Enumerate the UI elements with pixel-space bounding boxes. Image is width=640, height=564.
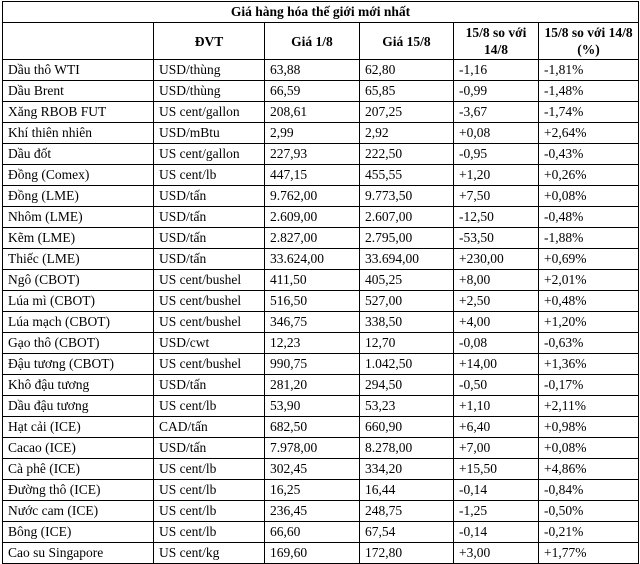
cell-commodity: Dầu thô WTI (3, 60, 154, 81)
cell-commodity: Ngô (CBOT) (3, 270, 154, 291)
cell-unit: US cent/gallon (154, 144, 265, 165)
cell-unit: US cent/lb (154, 165, 265, 186)
table-row (3, 207, 639, 228)
cell-unit: US cent/bushel (154, 354, 265, 375)
cell-change-percent: -0,21% (539, 522, 639, 543)
cell-commodity: Khô đậu tương (3, 375, 154, 396)
cell-price-1-8: 9.762,00 (265, 186, 360, 207)
cell-unit: USD/tấn (154, 249, 265, 270)
table-row (3, 270, 639, 291)
header-price-15-8: Giá 15/8 (360, 23, 454, 60)
cell-commodity: Nước cam (ICE) (3, 501, 154, 522)
cell-commodity: Cà phê (ICE) (3, 459, 154, 480)
header-price-1-8: Giá 1/8 (265, 23, 360, 60)
cell-price-1-8: 169,60 (265, 543, 360, 564)
cell-unit: USD/tấn (154, 228, 265, 249)
cell-change-percent: -1,88% (539, 228, 639, 249)
cell-price-15-8: 207,25 (360, 102, 454, 123)
cell-price-15-8: 172,80 (360, 543, 454, 564)
cell-change-percent: -0,43% (539, 144, 639, 165)
cell-unit: US cent/lb (154, 459, 265, 480)
cell-price-15-8: 62,80 (360, 60, 454, 81)
cell-change: +14,00 (454, 354, 539, 375)
cell-unit: CAD/tấn (154, 417, 265, 438)
cell-price-1-8: 208,61 (265, 102, 360, 123)
commodity-price-table (2, 1, 639, 564)
cell-change: +7,50 (454, 186, 539, 207)
cell-price-1-8: 63,88 (265, 60, 360, 81)
cell-change: -1,25 (454, 501, 539, 522)
cell-unit: USD/thùng (154, 60, 265, 81)
table-row (3, 60, 639, 81)
cell-commodity: Đồng (Comex) (3, 165, 154, 186)
cell-change-percent: +4,86% (539, 459, 639, 480)
cell-change: +1,20 (454, 165, 539, 186)
cell-price-1-8: 2.827,00 (265, 228, 360, 249)
cell-price-1-8: 53,90 (265, 396, 360, 417)
cell-price-1-8: 7.978,00 (265, 438, 360, 459)
cell-change: +8,00 (454, 270, 539, 291)
table-row (3, 102, 639, 123)
cell-price-15-8: 527,00 (360, 291, 454, 312)
cell-commodity: Khí thiên nhiên (3, 123, 154, 144)
cell-change-percent: -0,63% (539, 333, 639, 354)
table-row (3, 81, 639, 102)
table-row (3, 543, 639, 564)
cell-unit: US cent/bushel (154, 291, 265, 312)
table-row (3, 459, 639, 480)
cell-price-1-8: 12,23 (265, 333, 360, 354)
cell-change-percent: +1,20% (539, 312, 639, 333)
cell-change-percent: +1,77% (539, 543, 639, 564)
cell-price-1-8: 16,25 (265, 480, 360, 501)
cell-change-percent: -0,84% (539, 480, 639, 501)
cell-price-1-8: 447,15 (265, 165, 360, 186)
cell-price-15-8: 65,85 (360, 81, 454, 102)
cell-price-1-8: 281,20 (265, 375, 360, 396)
cell-price-15-8: 1.042,50 (360, 354, 454, 375)
cell-price-15-8: 2,92 (360, 123, 454, 144)
cell-change: -12,50 (454, 207, 539, 228)
header-commodity (3, 23, 154, 60)
cell-price-1-8: 302,45 (265, 459, 360, 480)
cell-change: +4,00 (454, 312, 539, 333)
cell-price-1-8: 66,60 (265, 522, 360, 543)
cell-change: +6,40 (454, 417, 539, 438)
cell-unit: US cent/bushel (154, 312, 265, 333)
table-row (3, 354, 639, 375)
cell-unit: USD/mBtu (154, 123, 265, 144)
cell-commodity: Dầu đậu tương (3, 396, 154, 417)
cell-unit: US cent/lb (154, 522, 265, 543)
cell-price-1-8: 236,45 (265, 501, 360, 522)
table-row (3, 144, 639, 165)
cell-price-1-8: 411,50 (265, 270, 360, 291)
header-change-percent: 15/8 so với 14/8 (%) (539, 23, 639, 60)
cell-change: +7,00 (454, 438, 539, 459)
table-row (3, 249, 639, 270)
cell-commodity: Đồng (LME) (3, 186, 154, 207)
table-row (3, 291, 639, 312)
cell-unit: USD/tấn (154, 375, 265, 396)
cell-change-percent: +2,64% (539, 123, 639, 144)
cell-price-1-8: 346,75 (265, 312, 360, 333)
table-row (3, 522, 639, 543)
cell-change: -3,67 (454, 102, 539, 123)
cell-commodity: Lúa mì (CBOT) (3, 291, 154, 312)
cell-change: -0,50 (454, 375, 539, 396)
cell-unit: USD/cwt (154, 333, 265, 354)
cell-change-percent: -0,48% (539, 207, 639, 228)
cell-change: +2,50 (454, 291, 539, 312)
cell-unit: USD/tấn (154, 438, 265, 459)
cell-price-15-8: 334,20 (360, 459, 454, 480)
cell-price-15-8: 222,50 (360, 144, 454, 165)
cell-unit: USD/tấn (154, 186, 265, 207)
cell-commodity: Dầu Brent (3, 81, 154, 102)
cell-price-15-8: 53,23 (360, 396, 454, 417)
cell-commodity: Cao su Singapore (3, 543, 154, 564)
cell-price-15-8: 12,70 (360, 333, 454, 354)
cell-change-percent: -0,17% (539, 375, 639, 396)
header-change: 15/8 so với 14/8 (454, 23, 539, 60)
cell-change: -0,99 (454, 81, 539, 102)
cell-price-1-8: 2,99 (265, 123, 360, 144)
cell-price-15-8: 9.773,50 (360, 186, 454, 207)
cell-price-1-8: 33.624,00 (265, 249, 360, 270)
cell-price-15-8: 8.278,00 (360, 438, 454, 459)
cell-unit: US cent/kg (154, 543, 265, 564)
cell-change: -0,08 (454, 333, 539, 354)
cell-change-percent: +0,26% (539, 165, 639, 186)
cell-change: +1,10 (454, 396, 539, 417)
cell-change-percent: -1,81% (539, 60, 639, 81)
table-header-row (3, 23, 639, 60)
cell-change-percent: +1,36% (539, 354, 639, 375)
cell-change-percent: +2,11% (539, 396, 639, 417)
cell-change: +3,00 (454, 543, 539, 564)
cell-change-percent: +0,08% (539, 186, 639, 207)
table-row (3, 165, 639, 186)
cell-change: -1,16 (454, 60, 539, 81)
cell-change-percent: +2,01% (539, 270, 639, 291)
table-row (3, 312, 639, 333)
table-row (3, 333, 639, 354)
cell-commodity: Đậu tương (CBOT) (3, 354, 154, 375)
cell-commodity: Xăng RBOB FUT (3, 102, 154, 123)
table-title-row (3, 2, 639, 23)
cell-unit: US cent/gallon (154, 102, 265, 123)
table-row (3, 396, 639, 417)
table-row (3, 480, 639, 501)
cell-price-15-8: 660,90 (360, 417, 454, 438)
cell-price-15-8: 16,44 (360, 480, 454, 501)
table-row (3, 228, 639, 249)
cell-price-15-8: 405,25 (360, 270, 454, 291)
cell-commodity: Hạt cải (ICE) (3, 417, 154, 438)
cell-price-15-8: 338,50 (360, 312, 454, 333)
cell-commodity: Dầu đốt (3, 144, 154, 165)
table-row (3, 375, 639, 396)
cell-change-percent: -1,74% (539, 102, 639, 123)
cell-change: -0,95 (454, 144, 539, 165)
cell-commodity: Cacao (ICE) (3, 438, 154, 459)
cell-price-1-8: 682,50 (265, 417, 360, 438)
cell-commodity: Gạo thô (CBOT) (3, 333, 154, 354)
cell-commodity: Kẽm (LME) (3, 228, 154, 249)
header-unit: ĐVT (154, 23, 265, 60)
cell-change-percent: +0,08% (539, 438, 639, 459)
cell-commodity: Đường thô (ICE) (3, 480, 154, 501)
table-body (3, 60, 639, 564)
cell-commodity: Bông (ICE) (3, 522, 154, 543)
cell-change: +230,00 (454, 249, 539, 270)
cell-price-15-8: 294,50 (360, 375, 454, 396)
cell-commodity: Lúa mạch (CBOT) (3, 312, 154, 333)
cell-price-1-8: 516,50 (265, 291, 360, 312)
cell-price-15-8: 455,55 (360, 165, 454, 186)
cell-unit: USD/thùng (154, 81, 265, 102)
table-title: Giá hàng hóa thế giới mới nhất (3, 2, 639, 23)
cell-change-percent: +0,98% (539, 417, 639, 438)
cell-commodity: Thiếc (LME) (3, 249, 154, 270)
cell-price-15-8: 2.607,00 (360, 207, 454, 228)
cell-change: -0,14 (454, 480, 539, 501)
cell-price-1-8: 66,59 (265, 81, 360, 102)
cell-unit: US cent/bushel (154, 270, 265, 291)
cell-change-percent: +0,48% (539, 291, 639, 312)
table-row (3, 186, 639, 207)
table-row (3, 501, 639, 522)
cell-unit: US cent/lb (154, 501, 265, 522)
cell-change-percent: +0,69% (539, 249, 639, 270)
cell-price-1-8: 990,75 (265, 354, 360, 375)
table-row (3, 417, 639, 438)
cell-price-1-8: 227,93 (265, 144, 360, 165)
table-row (3, 438, 639, 459)
cell-change: -0,14 (454, 522, 539, 543)
cell-change-percent: -1,48% (539, 81, 639, 102)
cell-price-1-8: 2.609,00 (265, 207, 360, 228)
cell-change-percent: -0,50% (539, 501, 639, 522)
cell-price-15-8: 2.795,00 (360, 228, 454, 249)
cell-change: -53,50 (454, 228, 539, 249)
cell-unit: USD/tấn (154, 207, 265, 228)
cell-change: +0,08 (454, 123, 539, 144)
cell-commodity: Nhôm (LME) (3, 207, 154, 228)
cell-price-15-8: 33.694,00 (360, 249, 454, 270)
table-row (3, 123, 639, 144)
cell-unit: US cent/lb (154, 396, 265, 417)
cell-unit: US cent/lb (154, 480, 265, 501)
cell-price-15-8: 67,54 (360, 522, 454, 543)
cell-price-15-8: 248,75 (360, 501, 454, 522)
cell-change: +15,50 (454, 459, 539, 480)
